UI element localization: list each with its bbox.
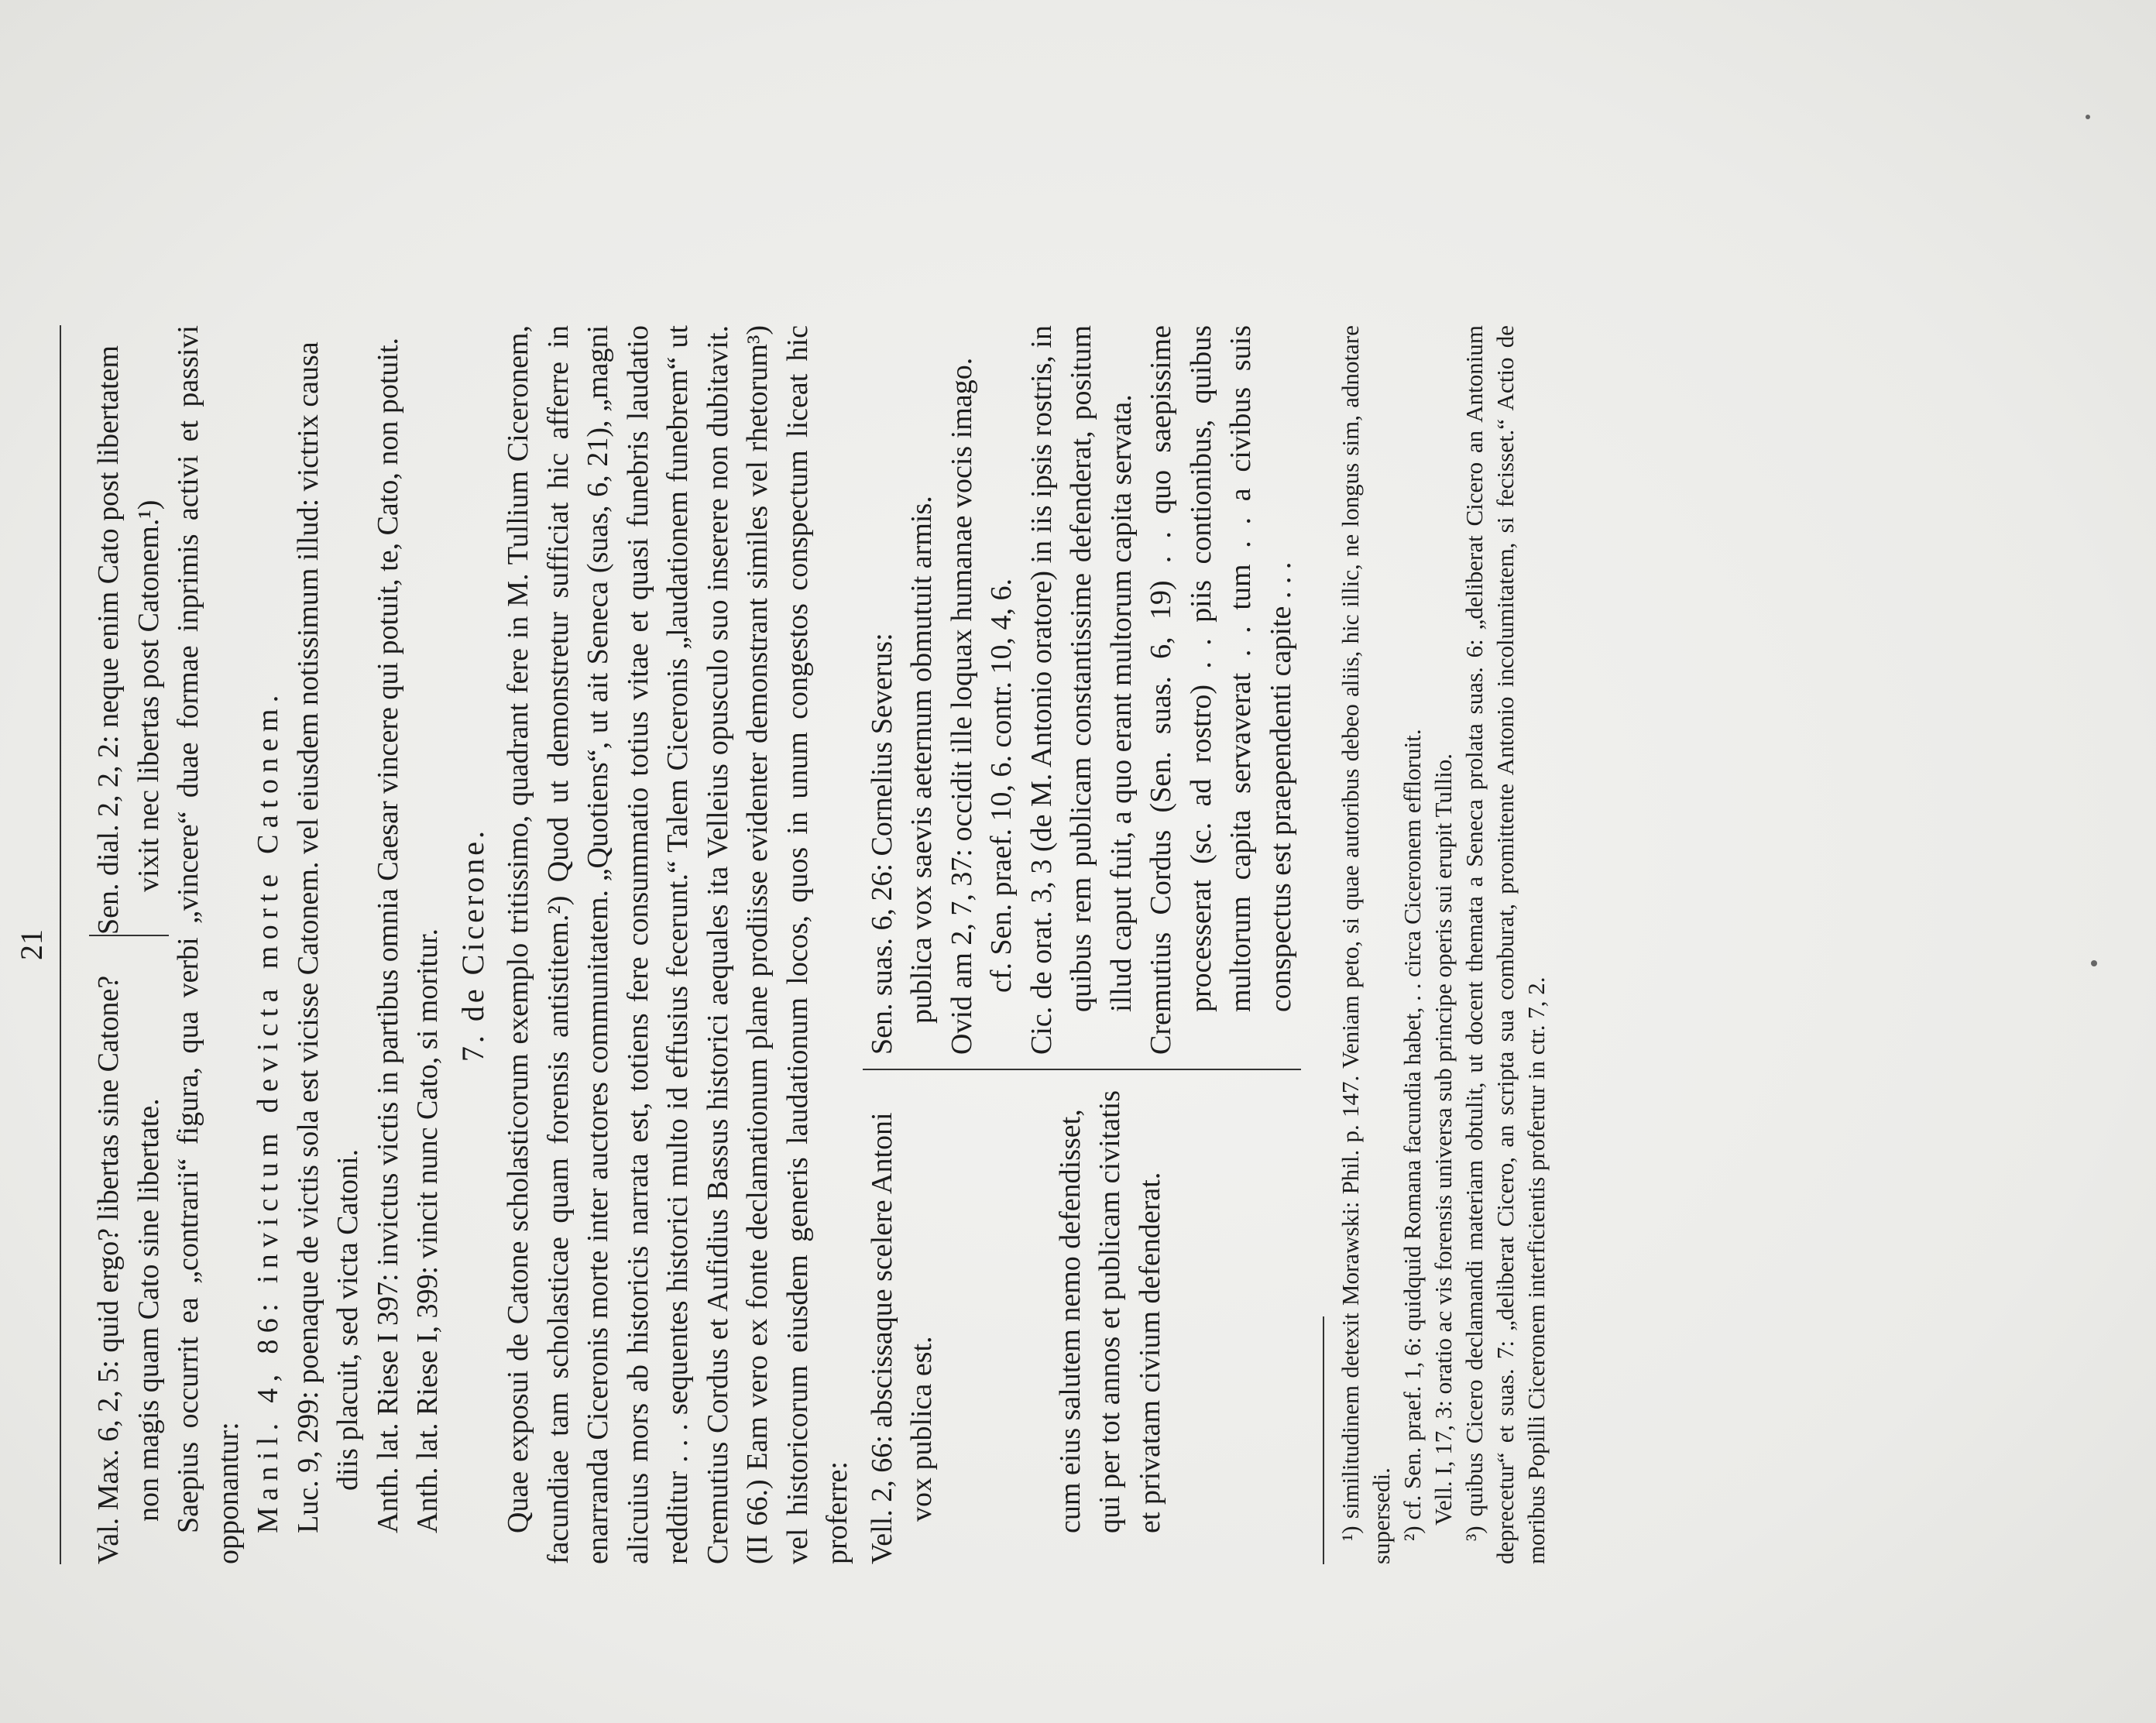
- example-anth-399: Anth. lat. Riese I, 399: vincit nunc Cato, si moritur.: [411, 928, 444, 1533]
- comparison-columns: [863, 325, 1302, 1564]
- body-paragraph: Quae exposui de Catone scholasticorum exemplo tritissimo, quadrant fere in M. Tullium Ciceronem, facundiae tam scholasticae quam forensis antistitem.²) Quod ut demonstretur sufficiat hic afferre in enarranda Ciceronis morte inter auctores communitatem. „Quotiens“, ut ait Seneca (suas, 6, 21), „magni alicuius mors ab historicis narrata est, totiens fere consummatio totius vitae et quasi funebris laudatio redditur . . . sequentes historici multo id effusius fecerunt.“ Talem Ciceronis „laudationem funebrem“ ut Cremutius Cordus et Aufidius Bassus historici aequales ita Velleius opusculo suo inserere non dubitavit. (II 66.) Eam vero ex fonte declamationum plane prodiisse evidenter demonstrant similes vel rhetorum³) vel historicorum eiusdem generis laudationum locos, quos in unum congestos conspectum liceat hic proferre:: [502, 325, 853, 1564]
- footnote-2-cont: Vell. I, 17, 3: oratio ac vis forensis universa sub principe operis sui erupit Tullio.: [1430, 753, 1457, 1526]
- example-list: [249, 325, 448, 1564]
- cite-sen-suas: Sen. suas. 6, 26: Cornelius Severus:: [865, 633, 898, 1055]
- cite-vell-cont: cum eius salutem nemo defendisset, qui per tot annos et publicam civitatis et privatam civium defenderat.: [1053, 1090, 1166, 1533]
- cite-cremutius: Cremutius Cordus (Sen. suas. 6, 19) . . quo saepissime processerat (sc. ad rostro) . . piis contionibus, quibus multorum capita servaverat . . tum . . a civibus suis conspectus est praependenti capite . . .: [1145, 325, 1297, 1055]
- footnote-2: ²) cf. Sen. praef. 1, 6: quidquid Romana facundia habet, . . circa Ciceronem effloruit.: [1399, 729, 1426, 1541]
- intro-paragraph: Saepius occurrit ea „contrarii“ figura, qua verbi „vincere“ duae formae inprimis activi et passivi opponantur:: [172, 325, 245, 1564]
- quote-val-max: Val. Max. 6, 2, 5: quid ergo? libertas sine Catone? non magis quam Cato sine libertate.: [92, 975, 165, 1564]
- footnotes: [1335, 325, 1552, 1564]
- section-heading: 7. de Cicerone.: [455, 827, 490, 1062]
- right-citations: [863, 325, 1302, 1069]
- page-number: 21: [14, 929, 49, 960]
- quote-sen-dial: Sen. dial. 2, 2, 2: neque enim Cato post libertatem vixit nec libertas post Catonem.¹): [89, 325, 169, 936]
- cite-cic: Cic. de orat. 3, 3 (de M. Antonio oratore) in iis ipsis rostris, in quibus rem publicam constantissime defenderat, positum illud caput fuit, a quo erant multorum capita servata.: [1025, 325, 1138, 1055]
- footnote-rule: [1323, 1316, 1324, 1564]
- example-anth-397: Anth. lat. Riese I 397: invictus victis in partibus omnia Caesar vincere qui potuit, te, Cato, non potuit.: [371, 337, 404, 1533]
- footnote-1: ¹) similitudinem detexit Morawski: Phil. p. 147. Veniam peto, si quae autoribus debeo aliis, hic illic, ne longus sim, adnotare supersedi.: [1337, 325, 1395, 1564]
- example-manil: Manil. 4, 86: invictum devicta morte Catonem.: [252, 688, 284, 1533]
- cite-severus-verse: publica vox saevis aeternum obmutuit armis.: [905, 496, 938, 1024]
- left-citations: [863, 1069, 1302, 1564]
- cite-ovid: Ovid am 2, 7, 37: occidit ille loquax humanae vocis imago.: [945, 357, 978, 1055]
- parallel-quotes: [89, 325, 169, 1564]
- example-luc: Luc. 9, 299: poenaque de victis sola est vicisse Catonem. vel eiusdem notissimum illud: victrix causa diis placuit, sed victa Catoni.: [291, 342, 364, 1533]
- cite-cf: cf. Sen. praef. 10, 6. contr. 10, 4, 6.: [985, 578, 1018, 993]
- header-rule: [60, 325, 61, 1564]
- page-content: [14, 325, 1552, 1564]
- footnote-3: ³) quibus Cicero declamandi materiam obtulit, ut docent themata a Seneca prolata suas. 6: „deliberat Cicero an Antonium deprecetur“ et suas. 7: „deliberat Cicero, an scripta sua comburat, promittente Antonio incolumitatem, si fecisset.“ Actio de moribus Popilli Ciceronem interficientis profertur in ctr. 7, 2.: [1461, 325, 1550, 1564]
- cite-vell: Vell. 2, 66: abscissaque scelere Antoni vox publica est.: [865, 1112, 938, 1564]
